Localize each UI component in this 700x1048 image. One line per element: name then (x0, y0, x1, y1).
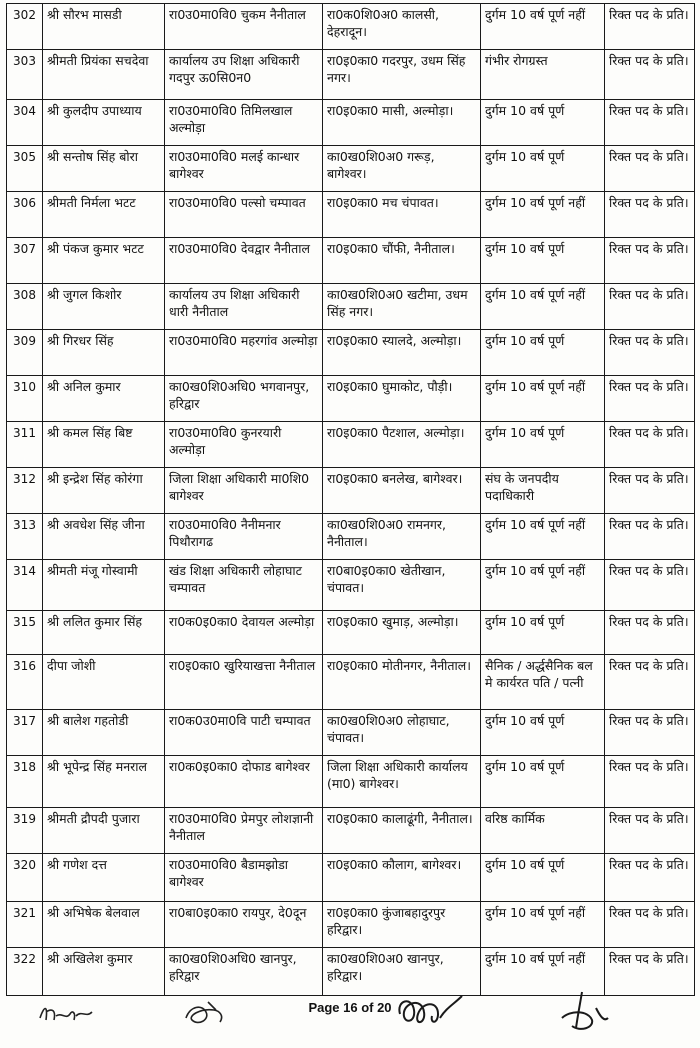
cell-name: श्री कुलदीप उपाध्याय (43, 100, 165, 146)
page-footer (0, 988, 700, 1048)
cell-remark: रिक्त पद के प्रति। (605, 611, 695, 655)
cell-remark: रिक्त पद के प्रति। (605, 854, 695, 902)
table-row (7, 284, 695, 330)
cell-sn: 303 (7, 50, 43, 100)
cell-sn: 313 (7, 514, 43, 560)
cell-current: का0ख0शि0अधि0 भगवानपुर, हरिद्वार (165, 376, 323, 422)
table-row (7, 50, 695, 100)
cell-name: श्रीमती द्रौपदी पुजारा (43, 808, 165, 854)
signature-3 (392, 990, 472, 1032)
page-number: Page 16 of 20 (308, 1000, 392, 1015)
cell-name: श्री भूपेन्द्र सिंह मनराल (43, 756, 165, 808)
cell-sn: 314 (7, 560, 43, 611)
cell-transfer: का0ख0शि0अ0 गरूड़, बागेश्वर। (323, 146, 481, 192)
cell-reason: सैनिक / अर्द्धसैनिक बल मे कार्यरत पति / पत्नी (481, 655, 605, 710)
cell-reason: दुर्गम 10 वर्ष पूर्ण (481, 238, 605, 284)
cell-transfer: रा0इ0का0 कुंजाबहादुरपुर हरिद्वार। (323, 902, 481, 948)
cell-reason: दुर्गम 10 वर्ष पूर्ण नहीं (481, 902, 605, 948)
cell-transfer: रा0इ0का0 मोतीनगर, नैनीताल। (323, 655, 481, 710)
cell-current: रा0उ0मा0वि0 नैनीमनार पिथौरागढ (165, 514, 323, 560)
cell-transfer: रा0इ0का0 पैटशाल, अल्मोड़ा। (323, 422, 481, 468)
cell-current: रा0उ0मा0वि0 देवद्वार नैनीताल (165, 238, 323, 284)
cell-name: श्री अनिल कुमार (43, 376, 165, 422)
cell-transfer: रा0क0शि0अ0 कालसी, देहरादून। (323, 4, 481, 50)
cell-name: श्री ललित कुमार सिंह (43, 611, 165, 655)
cell-sn: 311 (7, 422, 43, 468)
cell-name: श्री पंकज कुमार भटट (43, 238, 165, 284)
cell-current: रा0क0इ0का0 दोफाड बागेश्वर (165, 756, 323, 808)
cell-current: रा0उ0मा0वि0 प्रेमपुर लोशज्ञानी नैनीताल (165, 808, 323, 854)
table-row (7, 808, 695, 854)
cell-transfer: रा0बा0इ0का0 खेतीखान, चंपावत। (323, 560, 481, 611)
cell-sn: 312 (7, 468, 43, 514)
cell-transfer: का0ख0शि0अ0 लोहाघाट, चंपावत। (323, 710, 481, 756)
cell-sn: 316 (7, 655, 43, 710)
cell-reason: दुर्गम 10 वर्ष पूर्ण नहीं (481, 560, 605, 611)
cell-transfer: रा0इ0का0 घुमाकोट, पौड़ी। (323, 376, 481, 422)
cell-name: श्रीमती निर्मला भटट (43, 192, 165, 238)
table-row (7, 655, 695, 710)
cell-current: रा0इ0का0 खुरियाखत्ता नैनीताल (165, 655, 323, 710)
cell-transfer: जिला शिक्षा अधिकारी कार्यालय (मा0) बागेश्वर। (323, 756, 481, 808)
transfer-list-table (6, 3, 695, 996)
cell-current: कार्यालय उप शिक्षा अधिकारी धारी नैनीताल (165, 284, 323, 330)
table-row (7, 4, 695, 50)
cell-sn: 318 (7, 756, 43, 808)
cell-current: रा0उ0मा0वि0 तिमिलखाल अल्मोड़ा (165, 100, 323, 146)
cell-remark: रिक्त पद के प्रति। (605, 756, 695, 808)
cell-sn: 304 (7, 100, 43, 146)
signature-4 (552, 988, 612, 1036)
table-row (7, 560, 695, 611)
cell-remark: रिक्त पद के प्रति। (605, 100, 695, 146)
cell-name: श्री अवधेश सिंह जीना (43, 514, 165, 560)
cell-remark: रिक्त पद के प्रति। (605, 422, 695, 468)
cell-remark: रिक्त पद के प्रति। (605, 146, 695, 192)
cell-reason: दुर्गम 10 वर्ष पूर्ण (481, 756, 605, 808)
cell-name: श्री अखिलेश कुमार (43, 948, 165, 996)
cell-remark: रिक्त पद के प्रति। (605, 238, 695, 284)
cell-reason: दुर्गम 10 वर्ष पूर्ण (481, 146, 605, 192)
table-body (7, 4, 695, 996)
table-row (7, 146, 695, 192)
table-row (7, 854, 695, 902)
cell-name: श्री कमल सिंह बिष्ट (43, 422, 165, 468)
cell-transfer: का0ख0शि0अ0 रामनगर, नैनीताल। (323, 514, 481, 560)
table-row (7, 514, 695, 560)
cell-reason: दुर्गम 10 वर्ष पूर्ण नहीं (481, 4, 605, 50)
cell-sn: 322 (7, 948, 43, 996)
cell-reason: दुर्गम 10 वर्ष पूर्ण (481, 710, 605, 756)
cell-reason: दुर्गम 10 वर्ष पूर्ण (481, 854, 605, 902)
table-row (7, 611, 695, 655)
cell-sn: 305 (7, 146, 43, 192)
table-row (7, 710, 695, 756)
cell-current: रा0उ0मा0वि0 बैडामझोडा बागेश्वर (165, 854, 323, 902)
cell-reason: गंभीर रोगग्रस्त (481, 50, 605, 100)
table-row (7, 100, 695, 146)
table-row (7, 192, 695, 238)
cell-sn: 320 (7, 854, 43, 902)
cell-reason: संघ के जनपदीय पदाधिकारी (481, 468, 605, 514)
cell-reason: दुर्गम 10 वर्ष पूर्ण नहीं (481, 514, 605, 560)
cell-current: रा0उ0मा0वि0 महरगांव अल्मोड़ा (165, 330, 323, 376)
cell-transfer: रा0इ0का0 बनलेख, बागेश्वर। (323, 468, 481, 514)
cell-transfer: का0ख0शि0अ0 खटीमा, उधम सिंह नगर। (323, 284, 481, 330)
cell-remark: रिक्त पद के प्रति। (605, 514, 695, 560)
cell-sn: 321 (7, 902, 43, 948)
cell-current: रा0बा0इ0का0 रायपुर, दे0दून (165, 902, 323, 948)
cell-sn: 309 (7, 330, 43, 376)
cell-name: दीपा जोशी (43, 655, 165, 710)
cell-sn: 308 (7, 284, 43, 330)
cell-reason: दुर्गम 10 वर्ष पूर्ण नहीं (481, 948, 605, 996)
cell-remark: रिक्त पद के प्रति। (605, 808, 695, 854)
cell-name: श्री गिरधर सिंह (43, 330, 165, 376)
cell-transfer: रा0इ0का0 मच चंपावत। (323, 192, 481, 238)
cell-sn: 307 (7, 238, 43, 284)
table-row (7, 376, 695, 422)
cell-remark: रिक्त पद के प्रति। (605, 948, 695, 996)
cell-name: श्रीमती मंजू गोस्वामी (43, 560, 165, 611)
cell-reason: दुर्गम 10 वर्ष पूर्ण नहीं (481, 192, 605, 238)
cell-current: रा0उ0मा0वि0 मलई कान्धार बागेश्वर (165, 146, 323, 192)
cell-reason: वरिष्ठ कार्मिक (481, 808, 605, 854)
table-row (7, 468, 695, 514)
table-row (7, 330, 695, 376)
cell-current: रा0उ0मा0वि0 पल्सो चम्पावत (165, 192, 323, 238)
cell-transfer: रा0इ0का0 चौंफी, नैनीताल। (323, 238, 481, 284)
cell-transfer: रा0इ0का0 कालाढूंगी, नैनीताल। (323, 808, 481, 854)
cell-sn: 302 (7, 4, 43, 50)
cell-name: श्री गणेश दत्त (43, 854, 165, 902)
cell-sn: 319 (7, 808, 43, 854)
cell-reason: दुर्गम 10 वर्ष पूर्ण (481, 330, 605, 376)
cell-current: का0ख0शि0अधि0 खानपुर, हरिद्वार (165, 948, 323, 996)
cell-transfer: का0ख0शि0अ0 खानपुर, हरिद्वार। (323, 948, 481, 996)
cell-reason: दुर्गम 10 वर्ष पूर्ण (481, 422, 605, 468)
cell-name: श्री इन्द्रेश सिंह कोरंगा (43, 468, 165, 514)
cell-sn: 317 (7, 710, 43, 756)
cell-transfer: रा0इ0का0 खुमाड़, अल्मोड़ा। (323, 611, 481, 655)
cell-remark: रिक्त पद के प्रति। (605, 50, 695, 100)
table-row (7, 902, 695, 948)
cell-remark: रिक्त पद के प्रति। (605, 284, 695, 330)
cell-reason: दुर्गम 10 वर्ष पूर्ण नहीं (481, 284, 605, 330)
cell-current: रा0उ0मा0वि0 चुकम नैनीताल (165, 4, 323, 50)
cell-current: रा0क0इ0का0 देवायल अल्मोड़ा (165, 611, 323, 655)
cell-sn: 315 (7, 611, 43, 655)
cell-transfer: रा0इ0का0 मासी, अल्मोड़ा। (323, 100, 481, 146)
cell-remark: रिक्त पद के प्रति। (605, 376, 695, 422)
table-row (7, 422, 695, 468)
table-row (7, 756, 695, 808)
cell-current: कार्यालय उप शिक्षा अधिकारी गदपुर ऊ0सि0न0 (165, 50, 323, 100)
cell-current: जिला शिक्षा अधिकारी मा0शि0 बागेश्वर (165, 468, 323, 514)
cell-transfer: रा0इ0का0 गदरपुर, उधम सिंह नगर। (323, 50, 481, 100)
cell-name: श्री सौरभ मासडी (43, 4, 165, 50)
cell-remark: रिक्त पद के प्रति। (605, 330, 695, 376)
cell-name: श्री सन्तोष सिंह बोरा (43, 146, 165, 192)
cell-reason: दुर्गम 10 वर्ष पूर्ण (481, 100, 605, 146)
cell-name: श्री जुगल किशोर (43, 284, 165, 330)
cell-name: श्रीमती प्रियंका सचदेवा (43, 50, 165, 100)
cell-name: श्री बालेश गहतोडी (43, 710, 165, 756)
cell-sn: 310 (7, 376, 43, 422)
cell-current: रा0उ0मा0वि0 कुनरयारी अल्मोड़ा (165, 422, 323, 468)
cell-current: रा0क0उ0मा0वि पाटी चम्पावत (165, 710, 323, 756)
cell-remark: रिक्त पद के प्रति। (605, 902, 695, 948)
table-row (7, 238, 695, 284)
cell-reason: दुर्गम 10 वर्ष पूर्ण नहीं (481, 376, 605, 422)
cell-transfer: रा0इ0का0 स्यालदे, अल्मोड़ा। (323, 330, 481, 376)
cell-remark: रिक्त पद के प्रति। (605, 192, 695, 238)
cell-current: खंड शिक्षा अधिकारी लोहाघाट चम्पावत (165, 560, 323, 611)
cell-remark: रिक्त पद के प्रति। (605, 468, 695, 514)
cell-reason: दुर्गम 10 वर्ष पूर्ण (481, 611, 605, 655)
cell-remark: रिक्त पद के प्रति। (605, 560, 695, 611)
cell-remark: रिक्त पद के प्रति। (605, 710, 695, 756)
cell-name: श्री अभिषेक बेलवाल (43, 902, 165, 948)
cell-sn: 306 (7, 192, 43, 238)
cell-remark: रिक्त पद के प्रति। (605, 4, 695, 50)
cell-remark: रिक्त पद के प्रति। (605, 655, 695, 710)
cell-transfer: रा0इ0का0 कौलाग, बागेश्वर। (323, 854, 481, 902)
